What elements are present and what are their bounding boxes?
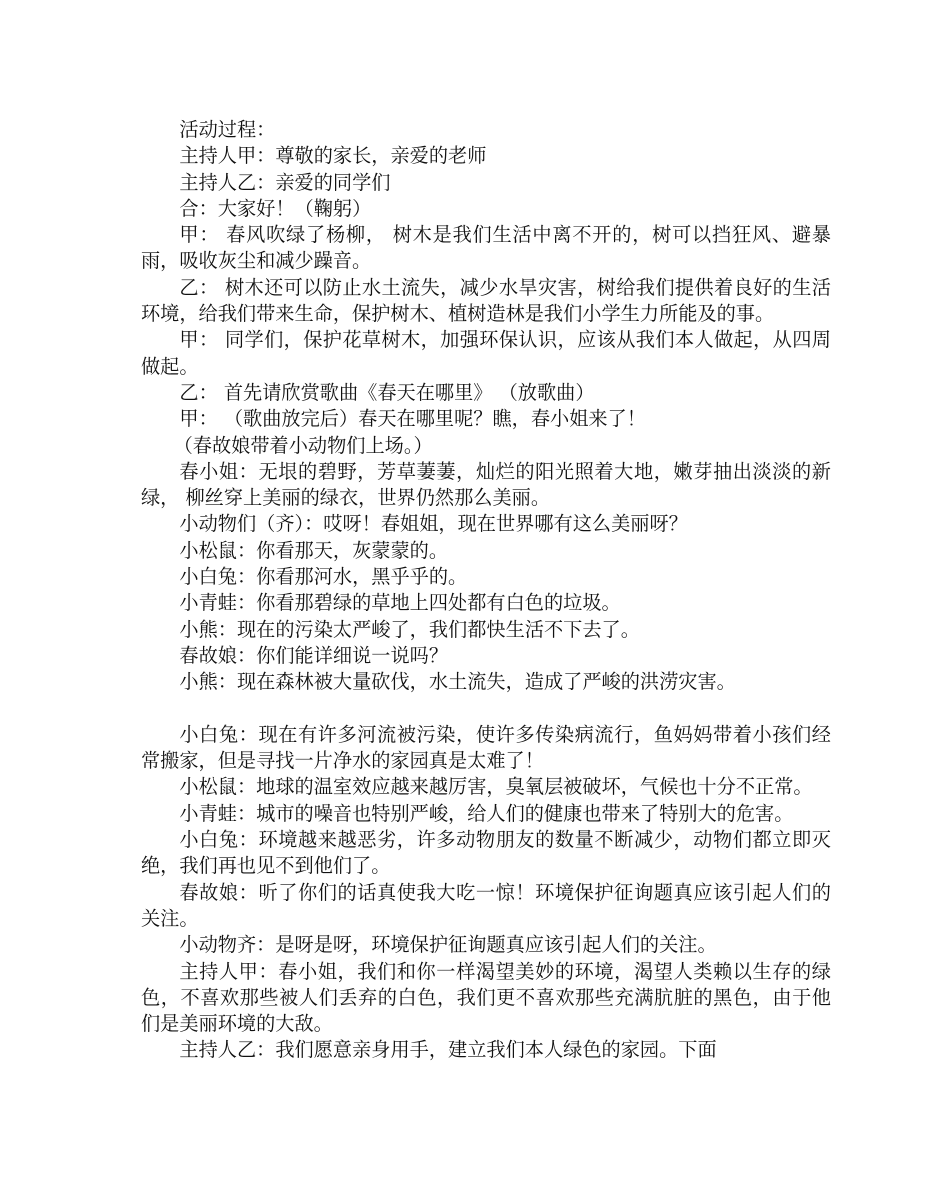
paragraph: 乙： 首先请欣赏歌曲《春天在哪里》 （放歌曲）: [179, 380, 595, 404]
paragraph: 活动过程：: [179, 118, 276, 141]
paragraph: 小白兔：环境越来越恶劣，许多动物朋友的数量不断减少，动物们都立即灭绝，我们再也见不到他们了。: [141, 828, 831, 878]
document-body: [141, 117, 831, 1064]
paragraph: 合：大家好！（鞠躬）: [179, 196, 372, 220]
paragraph: 春故娘：你们能详细说一说吗？: [179, 643, 449, 667]
paragraph: 主持人甲：春小姐，我们和你一样渴望美妙的环境，渴望人类赖以生存的绿色，不喜欢那些被人们丢弃的白色，我们更不喜欢那些充满肮脏的黑色，由于他们是美丽环境的大敌。: [141, 959, 831, 1036]
paragraph: 主持人乙：亲爱的同学们: [179, 170, 391, 194]
paragraph: 甲： （歌曲放完后）春天在哪里呢？瞧，春小姐来了！: [179, 407, 646, 431]
paragraph: 小熊：现在的污染太严峻了，我们都快生活不下去了。: [179, 617, 640, 641]
paragraph: 春故娘：听了你们的话真使我大吃一惊！环境保护征询题真应该引起人们的关注。: [141, 880, 831, 930]
paragraph: 主持人甲：尊敬的家长，亲爱的老师: [179, 144, 487, 168]
paragraph: 小松鼠：地球的温室效应越来越厉害，臭氧层被破坏，气候也十分不正常。: [179, 775, 813, 799]
paragraph: 春小姐：无垠的碧野，芳草萋萋，灿烂的阳光照着大地，嫩芽抽出淡淡的新绿， 柳丝穿上美丽的绿衣，世界仍然那么美丽。: [141, 459, 831, 510]
paragraph: 主持人乙：我们愿意亲身用手，建立我们本人绿色的家园。下面: [179, 1038, 717, 1062]
paragraph: 小青蛙：城市的噪音也特别严峻，给人们的健康也带来了特别大的危害。: [179, 801, 794, 825]
paragraph: 小动物齐：是呀是呀，环境保护征询题真应该引起人们的关注。: [179, 933, 717, 957]
paragraph: 甲： 同学们，保护花草树木，加强环保认识，应该从我们本人做起，从四周做起。: [141, 328, 831, 378]
blank-line: [141, 696, 831, 722]
paragraph: 小青蛙：你看那碧绿的草地上四处都有白色的垃圾。: [179, 591, 621, 615]
stage-direction: （春故娘带着小动物们上场。）: [173, 433, 433, 457]
paragraph: 小松鼠：你看那天，灰蒙蒙的。: [179, 538, 449, 562]
paragraph: 小白兔：现在有许多河流被污染，使许多传染病流行，鱼妈妈带着小孩们经常搬家，但是寻找一片净水的家园真是太难了！: [141, 722, 831, 773]
paragraph: 小动物们（齐）：哎呀！春姐姐，现在世界哪有这么美丽呀？: [179, 512, 688, 536]
paragraph: 小白兔：你看那河水，黑乎乎的。: [179, 565, 468, 589]
paragraph: 乙： 树木还可以防止水土流失，减少水旱灾害，树给我们提供着良好的生活环境，给我们带来生命，保护树木、植树造林是我们小学生力所能及的事。: [141, 275, 831, 326]
paragraph: 甲： 春风吹绿了杨柳， 树木是我们生活中离不开的，树可以挡狂风、避暴雨，吸收灰尘和减少躁音。: [141, 223, 831, 273]
paragraph: 小熊：现在森林被大量砍伐，水土流失，造成了严峻的洪涝灾害。: [179, 670, 736, 694]
